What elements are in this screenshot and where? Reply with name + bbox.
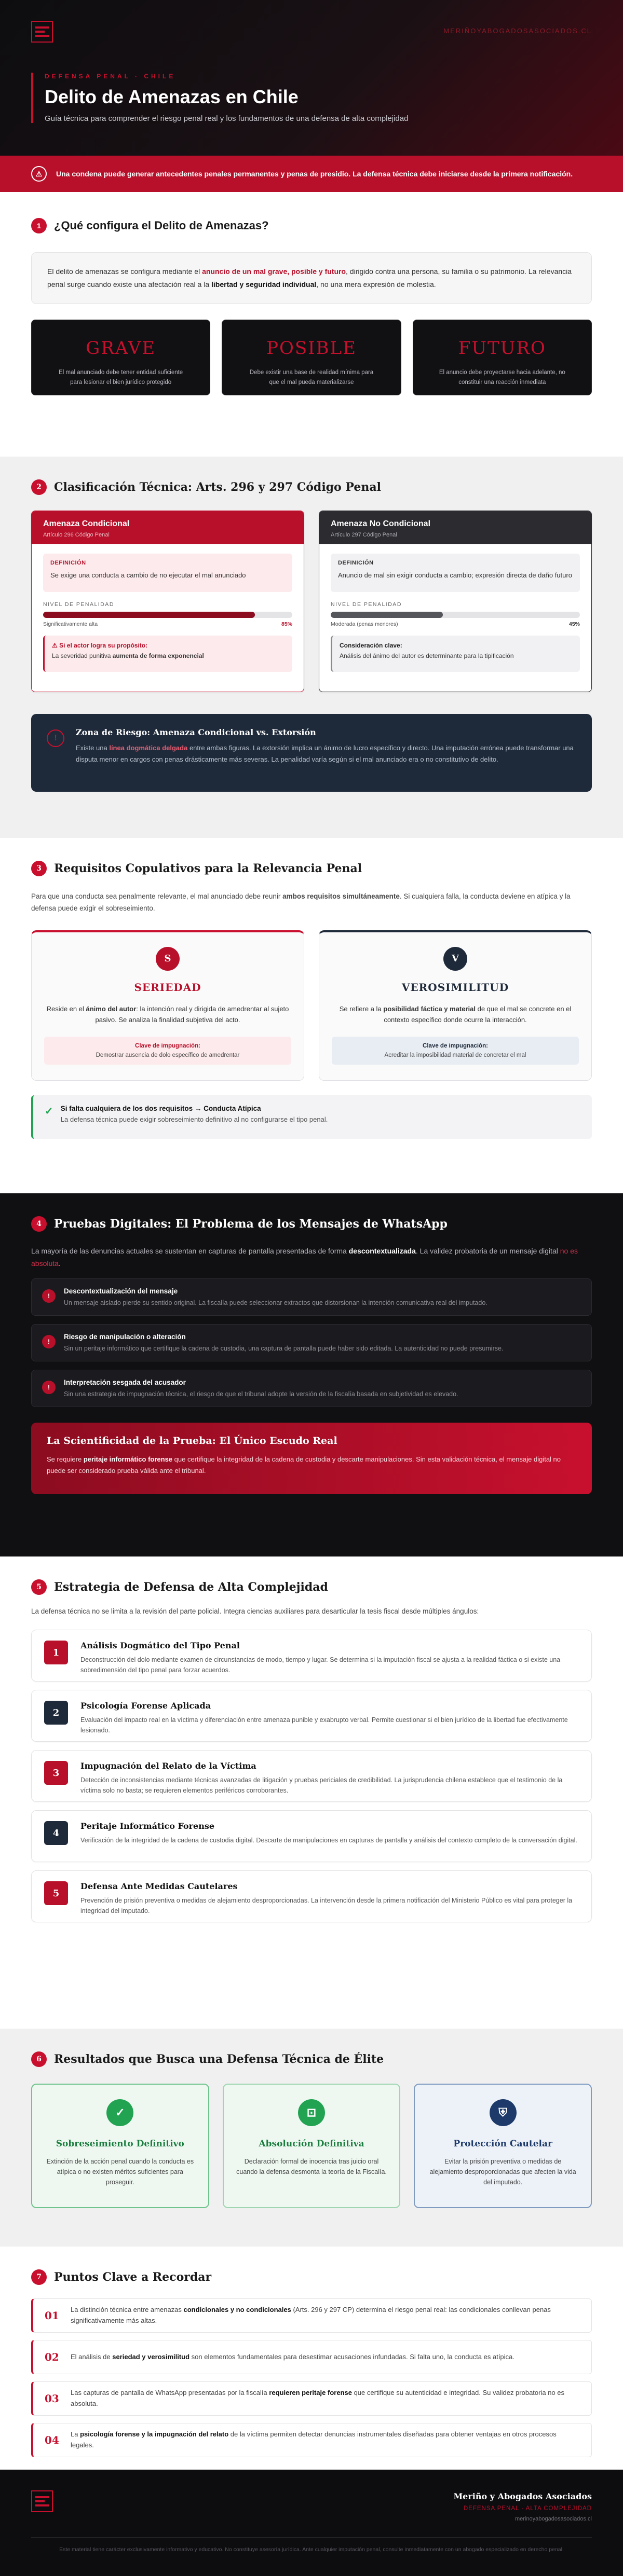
card-title: VEROSIMILITUD xyxy=(401,981,509,994)
penalty-bar xyxy=(43,612,292,618)
result-text: Declaración formal de inocencia tras juicio oral cuando la defensa desmonta la teoría de la Fiscalía. xyxy=(236,2158,387,2175)
card-text: El anuncio debe proyectarse hacia adelante, no constituir una reacción inmediata xyxy=(439,369,565,385)
result-card-protection xyxy=(414,2084,592,2208)
section-title xyxy=(31,861,592,876)
strategy-text: Detección de inconsistencias mediante técnicas avanzadas de litigación y pruebas periciales de credibilidad. La jurisprudencia chilena establece que el testimonio de la víctima solo no basta; se requieren elementos periféricos corroborantes. xyxy=(80,1776,563,1794)
result-title: Absolución Definitiva xyxy=(259,2139,364,2149)
section-title xyxy=(31,1216,592,1232)
requirement-cards xyxy=(31,930,592,1081)
card-title: Amenaza No Condicional xyxy=(331,519,431,528)
result-cards xyxy=(31,2084,592,2208)
element-card-futuro xyxy=(413,320,592,395)
note-title: ⚠ Si el actor logra su propósito: xyxy=(52,642,148,649)
section-number: 3 xyxy=(31,861,47,876)
penalty-meta xyxy=(331,621,580,627)
intro-bold: ambos requisitos simultáneamente xyxy=(282,892,400,900)
card-text: El mal anunciado debe tener entidad suficiente para lesionar el bien jurídico protegido xyxy=(59,369,183,385)
definition-box xyxy=(43,554,292,592)
strategy-list xyxy=(31,1630,592,1922)
evidence-issue-item xyxy=(31,1324,592,1361)
evidence-issue-item xyxy=(31,1278,592,1316)
section-heading: Requisitos Copulativos para la Relevancia Penal xyxy=(54,862,362,875)
desc-bold: ánimo del autor xyxy=(86,1004,137,1013)
risk-text-part: entre ambas figuras. La extorsión implica un ánimo de lucro específico y directo. Una imputación errónea puede transformar una disputa menor en cargos con penas drásticamente más severas. La penalidad varía según si el mal anunciado era o no constitutivo de delito. xyxy=(76,744,574,764)
conclusion-box xyxy=(31,1095,592,1139)
intro-text: . xyxy=(58,1259,61,1268)
key-title: Clave de impugnación: xyxy=(423,1043,488,1050)
strategy-title: Defensa Ante Medidas Cautelares xyxy=(80,1881,238,1891)
penalty-bar-fill xyxy=(331,612,443,618)
exclamation-icon: ! xyxy=(42,1289,56,1303)
intro-text: La mayoría de las denuncias actuales se sustentan en capturas de pantalla presentadas de forma xyxy=(31,1247,349,1255)
section-title xyxy=(31,479,592,495)
element-cards xyxy=(31,320,592,395)
page-subtitle: Guía técnica para comprender el riesgo penal real y los fundamentos de una defensa de alta complejidad xyxy=(45,114,409,123)
key-point-item xyxy=(31,2340,592,2374)
classification-columns xyxy=(31,511,592,692)
section-heading: Resultados que Busca una Defensa Técnica de Élite xyxy=(54,2052,384,2066)
element-card-grave xyxy=(31,320,210,395)
section-title xyxy=(31,2051,592,2067)
impugnation-key xyxy=(332,1037,579,1065)
exclamation-icon: ! xyxy=(42,1381,56,1394)
section-classification xyxy=(0,457,623,838)
key-consideration-note xyxy=(331,636,580,672)
penalty-level: Significativamente alta xyxy=(43,621,98,627)
alert-banner xyxy=(0,156,623,192)
conclusion-title: Si falta cualquiera de los dos requisitos → Conducta Atípica xyxy=(60,1104,261,1112)
logo-icon xyxy=(31,2490,53,2512)
risk-bold: línea dogmática delgada xyxy=(109,744,188,752)
section-number: 7 xyxy=(31,2269,47,2285)
kp-bold: psicología forense y la impugnación del relato xyxy=(80,2430,229,2439)
section-number: 5 xyxy=(31,1579,47,1595)
card-title: GRAVE xyxy=(86,338,156,359)
result-card-acquittal xyxy=(223,2084,401,2208)
strategy-text: Verificación de la integridad de la cadena de custodia digital. Descarte de manipulaciones en capturas de pantalla y análisis del contexto completo de la conversación digital. xyxy=(80,1837,577,1844)
penalty-level: Moderada (penas menores) xyxy=(331,621,398,627)
section-heading: Clasificación Técnica: Arts. 296 y 297 Código Penal xyxy=(54,480,381,494)
card-badge: S xyxy=(156,947,180,971)
forensic-title: La Scientificidad de la Prueba: El Único Escudo Real xyxy=(47,1435,337,1447)
forensic-text-part: Se requiere xyxy=(47,1455,84,1463)
key-point-item xyxy=(31,2298,592,2333)
section-number: 2 xyxy=(31,479,47,495)
section-heading: ¿Qué configura el Delito de Amenazas? xyxy=(54,219,269,232)
check-circle-icon: ✓ xyxy=(106,2099,133,2126)
definition-label: DEFINICIÓN xyxy=(50,560,86,566)
card-description xyxy=(332,1004,579,1026)
key-point-number: 01 xyxy=(45,2309,59,2322)
result-title: Protección Cautelar xyxy=(453,2139,552,2149)
strategy-text: Deconstrucción del dolo mediante examen de circunstancias de modo, tiempo y lugar. Se determina si la imputación fiscal se ajusta a la realidad fáctica o si existe una sobredimensión del tipo penal para forzar acuerdos. xyxy=(80,1656,561,1674)
intro-highlight: no es absoluta xyxy=(31,1247,578,1268)
seriousness-card xyxy=(31,930,304,1081)
penalty-bar xyxy=(331,612,580,618)
issue-text: Un mensaje aislado pierde su sentido original. La fiscalía puede seleccionar extractos que distorsionan la intención comunicativa real del imputado. xyxy=(64,1299,487,1306)
firm-tagline: DEFENSA PENAL · ALTA COMPLEJIDAD xyxy=(463,2505,592,2512)
section-heading: Puntos Clave a Recordar xyxy=(54,2270,212,2284)
issue-text: Sin una estrategia de impugnación técnica, el riesgo de que el tribunal adopte la versión de la fiscalía basada en subjetividad es elevado. xyxy=(64,1390,458,1398)
strategy-item xyxy=(31,1870,592,1922)
header-website[interactable]: MERIÑOYABOGADOSASOCIADOS.CL xyxy=(443,27,592,35)
risk-text-part: Existe una xyxy=(76,744,110,752)
intro-bold: descontextualizada xyxy=(348,1247,416,1255)
strategy-item xyxy=(31,1810,592,1862)
section-definition xyxy=(0,192,623,457)
risk-text xyxy=(76,742,576,765)
warning-icon: ⚠ xyxy=(31,166,47,182)
strategy-number: 1 xyxy=(44,1641,68,1664)
card-body xyxy=(319,544,591,681)
forensic-bold: peritaje informático forense xyxy=(83,1455,173,1463)
card-badge: V xyxy=(443,947,467,971)
key-point-item xyxy=(31,2381,592,2416)
risk-zone-box xyxy=(31,714,592,792)
section-results xyxy=(0,2029,623,2247)
evidence-intro xyxy=(31,1245,592,1270)
strategy-number: 2 xyxy=(44,1701,68,1725)
issue-title: Riesgo de manipulación o alteración xyxy=(64,1332,186,1341)
key-text: Demostrar ausencia de dolo específico de amedrentar xyxy=(96,1052,240,1059)
strategy-title: Impugnación del Relato de la Víctima xyxy=(80,1761,256,1771)
result-text: Evitar la prisión preventiva o medidas de alejamiento desproporcionadas que afecten la vida del imputado. xyxy=(429,2158,576,2186)
section-key-points xyxy=(0,2247,623,2470)
penalty-label: NIVEL DE PENALIDAD xyxy=(43,601,114,608)
kp-part: son elementos fundamentales para desestimar acusaciones infundadas. Si falta uno, la conducta es atípica. xyxy=(189,2352,514,2361)
strategy-title: Psicología Forense Aplicada xyxy=(80,1701,211,1711)
key-text: Acreditar la imposibilidad material de concretar el mal xyxy=(384,1052,526,1059)
card-title: SERIEDAD xyxy=(134,981,201,994)
intro-text: Para que una conducta sea penalmente relevante, el mal anunciado debe reunir xyxy=(31,892,283,900)
card-title: FUTURO xyxy=(458,338,546,359)
card-header xyxy=(319,511,591,544)
card-title: POSIBLE xyxy=(266,338,357,359)
section-requirements xyxy=(0,838,623,1193)
section-number: 4 xyxy=(31,1216,47,1232)
kp-part: La distinción técnica entre amenazas xyxy=(71,2306,184,2314)
note-text xyxy=(52,652,285,659)
section-title xyxy=(31,218,592,233)
alert-circle-icon: ! xyxy=(47,729,64,747)
key-title: Clave de impugnación: xyxy=(135,1043,200,1050)
exclamation-icon: ! xyxy=(42,1335,56,1348)
section-number: 1 xyxy=(31,218,47,233)
intro-text: , no una mera expresión de molestia. xyxy=(316,280,436,289)
legal-disclaimer: Este material tiene carácter exclusivamente informativo y educativo. No constituye asesoría jurídica. Ante cualquier imputación penal, consulte inmediatamente con un abogado especializado en derecho penal. xyxy=(59,2546,564,2553)
verisimilitude-card xyxy=(319,930,592,1081)
definition-text: Se exige una conducta a cambio de no ejecutar el mal anunciado xyxy=(50,571,246,579)
intro-text: El delito de amenazas se configura mediante el xyxy=(47,267,202,275)
element-card-posible xyxy=(222,320,401,395)
desc-part: de que el mal se concrete en el contexto específico donde ocurre la interacción. xyxy=(384,1004,572,1024)
issue-title: Interpretación sesgada del acusador xyxy=(64,1378,186,1386)
result-card-dismissal xyxy=(31,2084,209,2208)
strategy-intro: La defensa técnica no se limita a la revisión del parte policial. Integra ciencias auxiliares para desarticular la tesis fiscal desde múltiples ángulos: xyxy=(31,1607,479,1615)
card-header xyxy=(32,511,304,544)
conclusion-text: La defensa técnica puede exigir sobreseimiento definitivo al no configurarse el tipo penal. xyxy=(60,1115,328,1123)
section-number: 6 xyxy=(31,2051,47,2067)
note-title: Consideración clave: xyxy=(340,642,402,649)
strategy-number: 3 xyxy=(44,1761,68,1785)
section-defense-strategy xyxy=(0,1556,623,2029)
kp-part: que certifique su autenticidad e integridad. Su validez probatoria no es absoluta. xyxy=(71,2389,565,2407)
kp-part: (Arts. 296 y 297 CP) determina el riesgo penal real: las condicionales conllevan penas significativamente más altas. xyxy=(71,2306,551,2324)
section-title xyxy=(31,2269,592,2285)
hero-eyebrow: DEFENSA PENAL · CHILE xyxy=(45,73,176,80)
forensic-shield-box xyxy=(31,1423,592,1494)
section-title xyxy=(31,1579,592,1595)
forensic-text xyxy=(47,1454,576,1477)
kp-part: El análisis de xyxy=(71,2352,113,2361)
key-point-text xyxy=(71,2352,514,2363)
intro-text: , dirigido contra una persona, su familia o su patrimonio. La relevancia penal surge cuando existe una afectación real a la xyxy=(47,267,572,289)
key-point-item xyxy=(31,2423,592,2457)
strategy-item xyxy=(31,1750,592,1802)
requirements-intro xyxy=(31,891,592,915)
key-point-text xyxy=(71,2429,580,2451)
strategy-text: Prevención de prisión preventiva o medidas de alejamiento desproporcionadas. La intervención desde la primera notificación del Ministerio Público es vital para proteger la integridad del imputado. xyxy=(80,1897,573,1914)
note-text-part: La severidad punitiva xyxy=(52,652,113,659)
intro-text: . La validez probatoria de un mensaje digital xyxy=(415,1247,560,1255)
firm-website-link[interactable]: merinoyabogadosasociados.cl xyxy=(515,2516,592,2522)
aggravation-note xyxy=(43,636,292,672)
document-icon: ⊡ xyxy=(298,2099,325,2126)
strategy-item xyxy=(31,1630,592,1682)
result-title: Sobreseimiento Definitivo xyxy=(56,2139,184,2149)
hero-header xyxy=(0,0,623,156)
alert-text: Una condena puede generar antecedentes penales permanentes y penas de presidio. La defensa técnica debe iniciarse desde la primera notificación. xyxy=(56,169,573,178)
page-title: Delito de Amenazas en Chile xyxy=(45,86,299,107)
section-digital-evidence xyxy=(0,1193,623,1556)
footer-firm-info xyxy=(453,2491,592,2522)
card-description xyxy=(44,1004,291,1026)
definition-label: DEFINICIÓN xyxy=(338,560,374,566)
check-icon: ✓ xyxy=(45,1105,53,1117)
kp-bold: seriedad y verosimilitud xyxy=(112,2352,190,2361)
kp-part: Las capturas de pantalla de WhatsApp presentadas por la fiscalía xyxy=(71,2389,269,2397)
impugnation-key xyxy=(44,1037,291,1065)
card-body xyxy=(32,544,304,681)
definition-box xyxy=(331,554,580,592)
intro-text: . Si cualquiera falla, la conducta deviene en atípica y la defensa puede exigir el sobreseimiento. xyxy=(31,892,571,912)
card-article: Artículo 296 Código Penal xyxy=(43,532,110,538)
penalty-bar-fill xyxy=(43,612,255,618)
strategy-title: Peritaje Informático Forense xyxy=(80,1821,215,1831)
shield-icon: ⛨ xyxy=(490,2099,517,2126)
strategy-title: Análisis Dogmático del Tipo Penal xyxy=(80,1641,240,1650)
conditional-threat-card xyxy=(31,511,304,692)
key-points-list xyxy=(31,2298,592,2457)
card-article: Artículo 297 Código Penal xyxy=(331,532,397,538)
footer-divider xyxy=(31,2537,592,2538)
desc-part: Se refiere a la xyxy=(339,1004,384,1013)
desc-bold: posibilidad fáctica y material xyxy=(383,1004,476,1013)
strategy-text: Evaluación del impacto real en la víctima y diferenciación entre amenaza punible y exabrupto verbal. Permite cuestionar si el bien jurídico de la libertad fue efectivamente lesionado. xyxy=(80,1716,568,1734)
note-text: Análisis del ánimo del autor es determinante para la tipificación xyxy=(340,652,514,659)
nonconditional-threat-card xyxy=(319,511,592,692)
kp-part: La xyxy=(71,2430,80,2439)
section-heading: Pruebas Digitales: El Problema de los Mensajes de WhatsApp xyxy=(54,1217,448,1231)
kp-bold: requieren peritaje forense xyxy=(269,2389,352,2397)
strategy-number: 4 xyxy=(44,1821,68,1845)
key-point-number: 04 xyxy=(45,2434,59,2446)
hero-content xyxy=(31,73,408,123)
forensic-text-part: que certifique la integridad de la cadena de custodia y descarte manipulaciones. Sin esta validación técnica, el mensaje digital no puede ser considerado prueba válida ante el tribunal. xyxy=(47,1455,561,1475)
definition-text: Anuncio de mal sin exigir conducta a cambio; expresión directa de daño futuro xyxy=(338,571,572,579)
desc-part: : la intención real y dirigida de amedrentar al sujeto pasivo. Se analiza la finalidad subjetiva del acto. xyxy=(95,1004,289,1024)
definition-intro xyxy=(31,252,592,304)
penalty-percent: 45% xyxy=(568,621,580,627)
strategy-number: 5 xyxy=(44,1881,68,1905)
kp-part: de la víctima permiten detectar denuncias instrumentales diseñadas para obtener ventajas en otros procesos legales. xyxy=(71,2430,557,2449)
firm-name: Meriño y Abogados Asociados xyxy=(453,2491,592,2501)
note-bold: aumenta de forma exponencial xyxy=(112,652,204,659)
issue-text: Sin un peritaje informático que certifique la cadena de custodia, una captura de pantalla puede haber sido editada. La autenticidad no puede presumirse. xyxy=(64,1344,504,1352)
kp-bold: condicionales y no condicionales xyxy=(183,2306,291,2314)
evidence-issue-item xyxy=(31,1370,592,1407)
section-heading: Estrategia de Defensa de Alta Complejidad xyxy=(54,1580,328,1594)
intro-highlight: anuncio de un mal grave, posible y futuro xyxy=(202,267,346,275)
key-point-text xyxy=(71,2305,580,2326)
key-point-number: 02 xyxy=(45,2351,59,2363)
penalty-percent: 85% xyxy=(281,621,292,627)
card-text: Debe existir una base de realidad mínima para que el mal pueda materializarse xyxy=(249,369,374,385)
issue-title: Descontextualización del mensaje xyxy=(64,1287,178,1295)
desc-part: Reside en el xyxy=(46,1004,86,1013)
intro-bold: libertad y seguridad individual xyxy=(211,280,317,289)
risk-title: Zona de Riesgo: Amenaza Condicional vs. Extorsión xyxy=(76,727,316,737)
card-title: Amenaza Condicional xyxy=(43,519,130,528)
logo-icon xyxy=(31,21,53,43)
key-point-number: 03 xyxy=(45,2392,59,2405)
strategy-item xyxy=(31,1690,592,1742)
result-text: Extinción de la acción penal cuando la conducta es atípica o no existen méritos suficientes para proseguir. xyxy=(46,2158,194,2186)
page-footer xyxy=(0,2470,623,2576)
key-point-text xyxy=(71,2388,580,2409)
penalty-meta xyxy=(43,621,292,627)
penalty-label: NIVEL DE PENALIDAD xyxy=(331,601,402,608)
